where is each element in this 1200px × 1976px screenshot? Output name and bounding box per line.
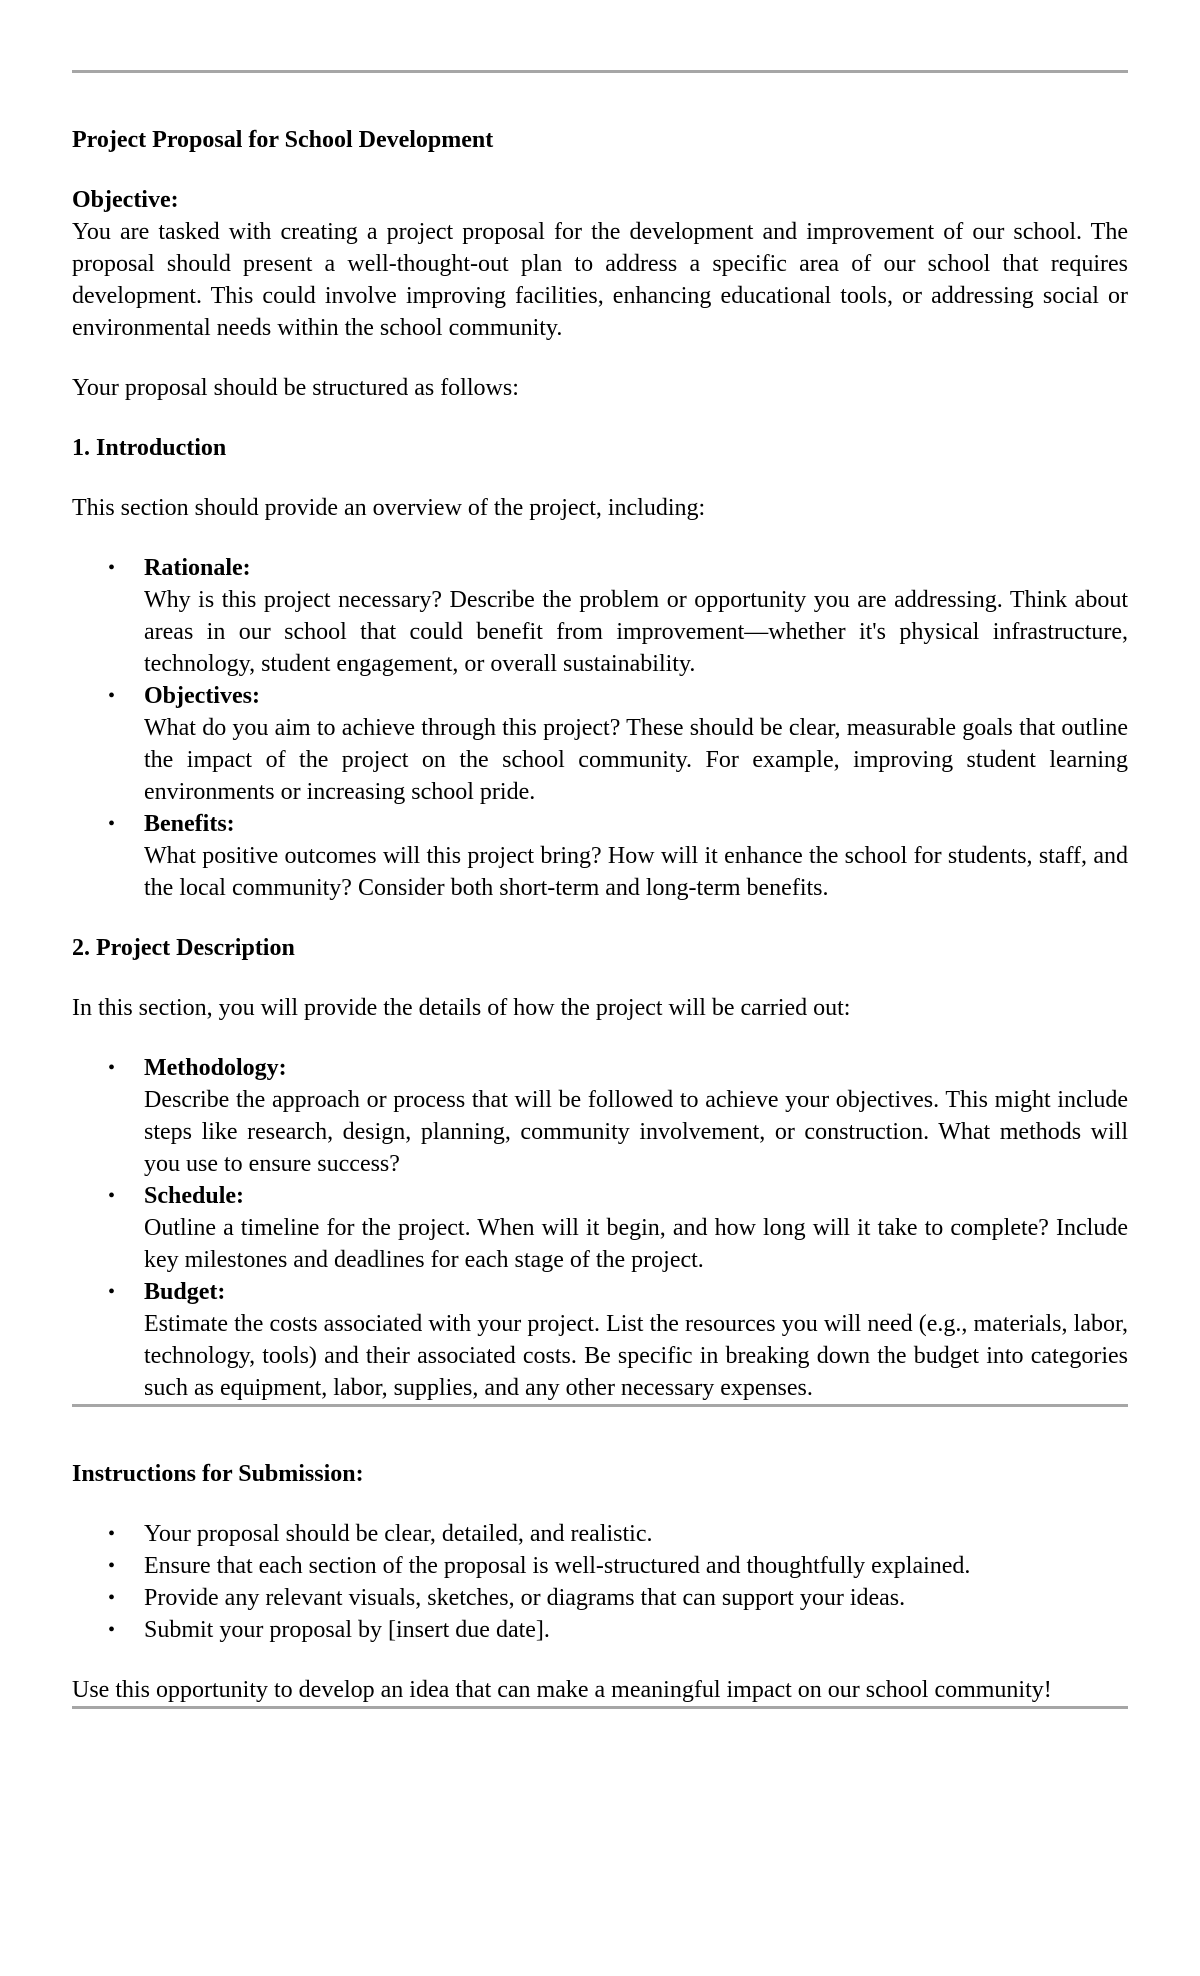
list-item-objectives: [72, 680, 1128, 808]
bullet-icon: •: [108, 557, 116, 579]
list-item-text: Outline a timeline for the project. When will it begin, and how long will it take to complete? Include key milestones and deadlines for each stage of the project.: [144, 1215, 1128, 1273]
section-project-description-heading: 2. Project Description: [72, 935, 295, 961]
bullet-icon: •: [108, 1281, 116, 1303]
bullet-icon: •: [108, 1185, 116, 1207]
closing-text: Use this opportunity to develop an idea that can make a meaningful impact on our school community!: [72, 1677, 1052, 1703]
list-item-benefits: [72, 808, 1128, 904]
list-item-text: What do you aim to achieve through this project? These should be clear, measurable goals that outline the impact of the project on the school community. For example, improving student learning environments or increasing school pride.: [144, 715, 1128, 805]
bullet-icon: •: [108, 813, 116, 835]
structure-intro: Your proposal should be structured as follows:: [72, 375, 519, 401]
section-introduction-heading: 1. Introduction: [72, 435, 227, 461]
list-item-text: Estimate the costs associated with your project. List the resources you will need (e.g., materials, labor, technology, tools) and their associated costs. Be specific in breaking down the budget into categories such as equipment, labor, supplies, and any other necessary expenses.: [144, 1311, 1128, 1401]
objective-heading: Objective:: [72, 187, 179, 213]
bullet-icon: •: [108, 1523, 116, 1545]
list-item-text: Your proposal should be clear, detailed, and realistic.: [144, 1521, 653, 1547]
list-item-budget: [72, 1276, 1128, 1404]
list-item-schedule: [72, 1180, 1128, 1276]
list-item-label: Budget:: [144, 1279, 226, 1305]
bullet-icon: •: [108, 1057, 116, 1079]
list-item-label: Methodology:: [144, 1055, 287, 1081]
list-item: [72, 1518, 1128, 1550]
top-divider: [72, 70, 1128, 73]
bullet-icon: •: [108, 1619, 116, 1641]
submission-heading: Instructions for Submission:: [72, 1461, 364, 1487]
document-title: Project Proposal for School Development: [72, 127, 494, 153]
project-description-list: [72, 1052, 1128, 1404]
bottom-divider: [72, 1706, 1128, 1709]
list-item-label: Benefits:: [144, 811, 235, 837]
middle-divider: [72, 1404, 1128, 1407]
bullet-icon: •: [108, 1587, 116, 1609]
list-item-text: Submit your proposal by [insert due date].: [144, 1617, 550, 1643]
list-item-text: Provide any relevant visuals, sketches, or diagrams that can support your ideas.: [144, 1585, 906, 1611]
list-item-label: Schedule:: [144, 1183, 245, 1209]
objective-text: You are tasked with creating a project proposal for the development and improvement of our school. The proposal should present a well-thought-out plan to address a specific area of our school that requires development. This could involve improving facilities, enhancing educational tools, or addressing social or environmental needs within the school community.: [72, 219, 1128, 341]
section-introduction-intro: This section should provide an overview of the project, including:: [72, 495, 706, 521]
bullet-icon: •: [108, 1555, 116, 1577]
list-item-label: Objectives:: [144, 683, 260, 709]
list-item-text: Describe the approach or process that will be followed to achieve your objectives. This might include steps like research, design, planning, community involvement, or construction. What methods will you use to ensure success?: [144, 1087, 1128, 1177]
submission-list: [72, 1518, 1128, 1646]
list-item: [72, 1550, 1128, 1582]
list-item-text: Why is this project necessary? Describe the problem or opportunity you are addressing. Think about areas in our school that could benefit from improvement—whether it's physical infrastructure, technology, student engagement, or overall sustainability.: [144, 587, 1128, 677]
section-project-description-intro: In this section, you will provide the details of how the project will be carried out:: [72, 995, 851, 1021]
list-item-text: What positive outcomes will this project bring? How will it enhance the school for students, staff, and the local community? Consider both short-term and long-term benefits.: [144, 843, 1128, 901]
list-item: [72, 1582, 1128, 1614]
introduction-list: [72, 552, 1128, 904]
list-item-text: Ensure that each section of the proposal is well-structured and thoughtfully explained.: [144, 1553, 971, 1579]
list-item-label: Rationale:: [144, 555, 251, 581]
bullet-icon: •: [108, 685, 116, 707]
list-item-methodology: [72, 1052, 1128, 1180]
list-item: [72, 1614, 1128, 1646]
list-item-rationale: [72, 552, 1128, 680]
